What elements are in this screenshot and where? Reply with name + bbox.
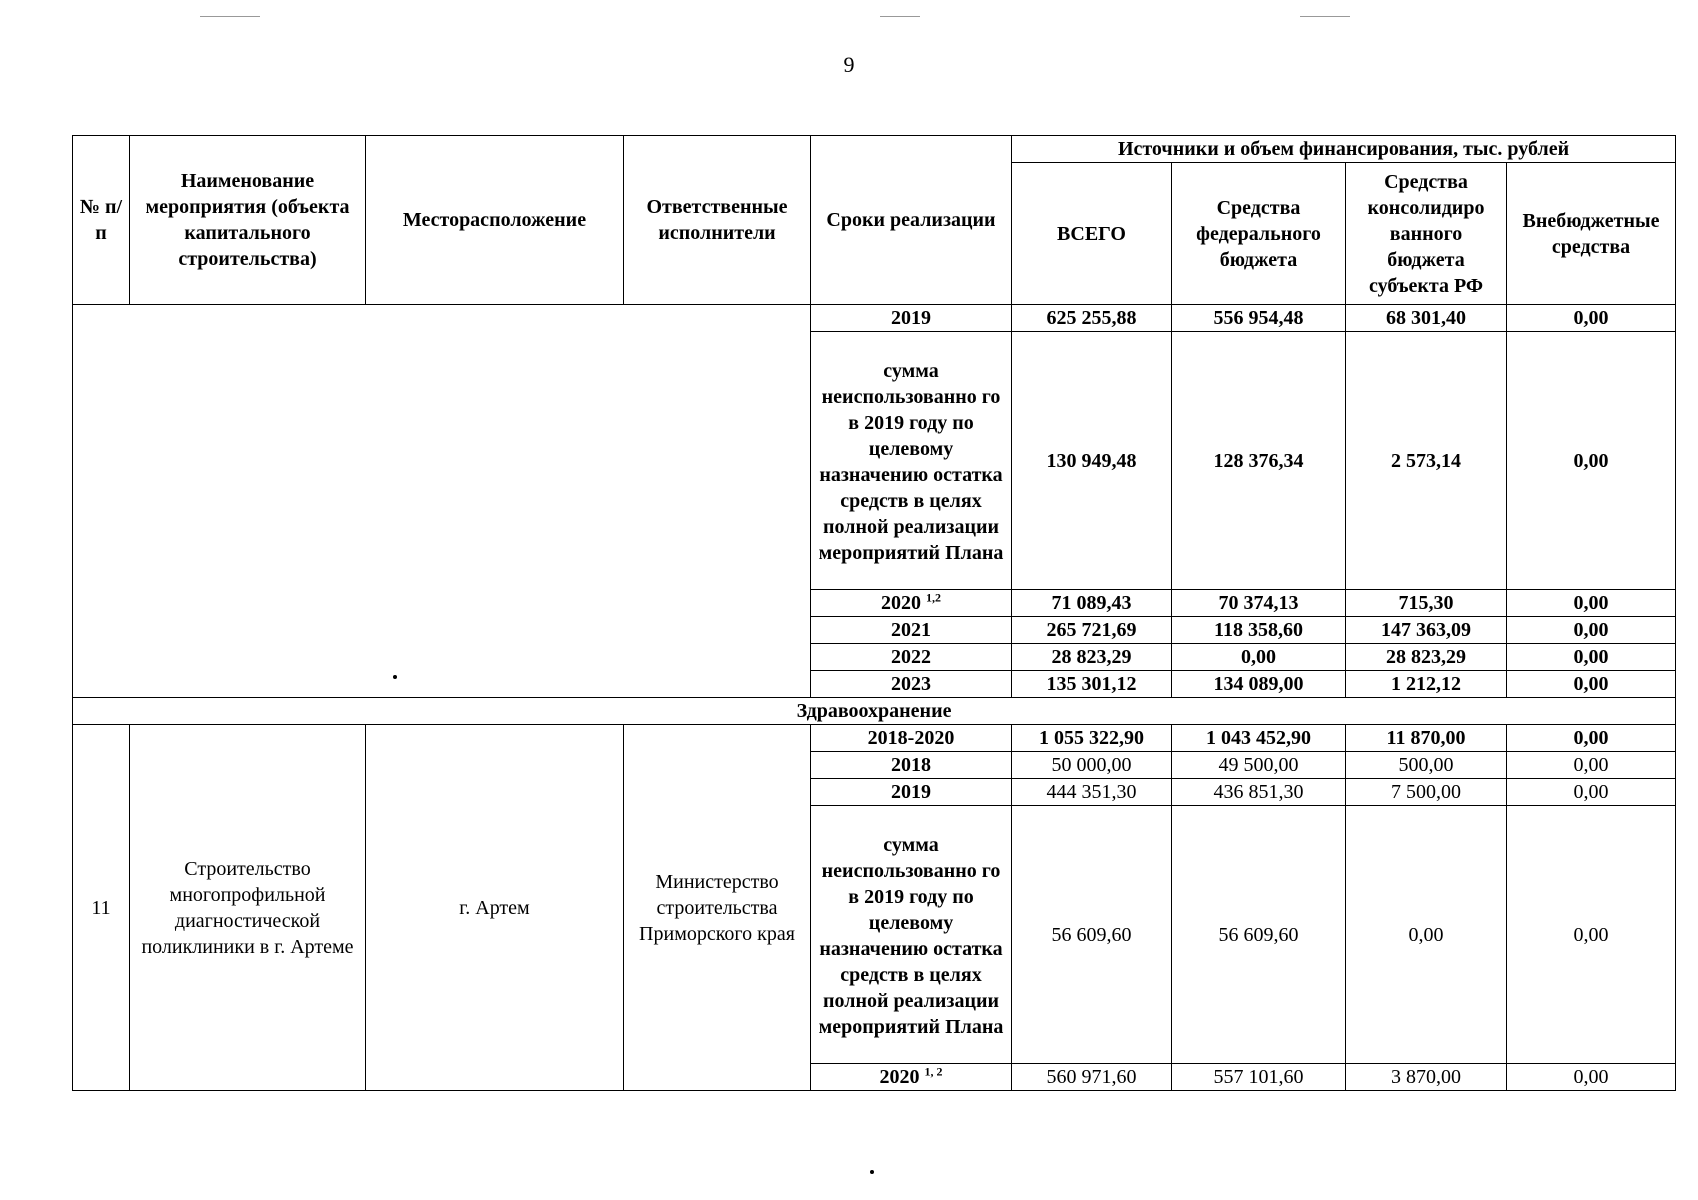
offbudget-cell: 0,00	[1507, 671, 1676, 698]
table-row	[73, 725, 1676, 752]
total-cell: 444 351,30	[1012, 779, 1172, 806]
header-name: Наименование мероприятия (объекта капитального строительства)	[130, 136, 366, 305]
offbudget-cell: 0,00	[1507, 644, 1676, 671]
total-cell: 265 721,69	[1012, 617, 1172, 644]
header-terms: Сроки реализации	[811, 136, 1012, 305]
consolidated-cell: 1 212,12	[1346, 671, 1507, 698]
item-responsible: Министерство строительства Приморского края	[624, 725, 811, 1091]
scan-edge-mark	[200, 16, 260, 17]
scan-edge-mark	[880, 16, 920, 17]
term-cell: 2021	[811, 617, 1012, 644]
section-row	[73, 698, 1676, 725]
header-consolidated: Средства консолидиро ванного бюджета субъекта РФ	[1346, 163, 1507, 305]
header-total: ВСЕГО	[1012, 163, 1172, 305]
page-number: 9	[843, 52, 855, 77]
header-responsible: Ответственные исполнители	[624, 136, 811, 305]
item-location: г. Артем	[366, 725, 624, 1091]
offbudget-cell: 0,00	[1507, 617, 1676, 644]
offbudget-cell: 0,00	[1507, 590, 1676, 617]
header-location: Месторасположение	[366, 136, 624, 305]
scan-speck	[870, 1170, 874, 1174]
total-cell: 625 255,88	[1012, 305, 1172, 332]
federal-cell: 436 851,30	[1172, 779, 1346, 806]
header-sources: Источники и объем финансирования, тыс. рублей	[1012, 136, 1676, 163]
header-num: № п/п	[73, 136, 130, 305]
term-cell: 2018	[811, 752, 1012, 779]
offbudget-cell: 0,00	[1507, 1064, 1676, 1091]
federal-cell: 556 954,48	[1172, 305, 1346, 332]
total-cell: 56 609,60	[1012, 806, 1172, 1064]
federal-cell: 118 358,60	[1172, 617, 1346, 644]
consolidated-cell: 2 573,14	[1346, 332, 1507, 590]
footnote-mark: 1, 2	[924, 1064, 943, 1079]
federal-cell: 128 376,34	[1172, 332, 1346, 590]
total-cell: 130 949,48	[1012, 332, 1172, 590]
total-cell: 135 301,12	[1012, 671, 1172, 698]
federal-cell: 134 089,00	[1172, 671, 1346, 698]
header-offbudget: Внебюджетные средства	[1507, 163, 1676, 305]
header-federal: Средства федерального бюджета	[1172, 163, 1346, 305]
consolidated-cell: 0,00	[1346, 806, 1507, 1064]
total-cell: 560 971,60	[1012, 1064, 1172, 1091]
scan-edge-mark	[1300, 16, 1350, 17]
federal-cell: 0,00	[1172, 644, 1346, 671]
total-cell: 1 055 322,90	[1012, 725, 1172, 752]
offbudget-cell: 0,00	[1507, 752, 1676, 779]
federal-cell: 557 101,60	[1172, 1064, 1346, 1091]
offbudget-cell: 0,00	[1507, 332, 1676, 590]
consolidated-cell: 28 823,29	[1346, 644, 1507, 671]
term-note-cell: сумма неиспользованно го в 2019 году по целевому назначению остатка средств в целях полной реализации мероприятий Плана	[811, 332, 1012, 590]
offbudget-cell: 0,00	[1507, 779, 1676, 806]
federal-cell: 56 609,60	[1172, 806, 1346, 1064]
scan-speck	[393, 675, 397, 679]
term-cell: 2020 $^{1, 2}$	[811, 1064, 1012, 1091]
financing-table	[72, 135, 1676, 1091]
consolidated-cell: 11 870,00	[1346, 725, 1507, 752]
total-cell: 71 089,43	[1012, 590, 1172, 617]
offbudget-cell: 0,00	[1507, 806, 1676, 1064]
table-row	[73, 305, 1676, 332]
offbudget-cell: 0,00	[1507, 305, 1676, 332]
term-note-cell: сумма неиспользованно го в 2019 году по целевому назначению остатка средств в целях полной реализации мероприятий Плана	[811, 806, 1012, 1064]
consolidated-cell: 715,30	[1346, 590, 1507, 617]
consolidated-cell: 3 870,00	[1346, 1064, 1507, 1091]
consolidated-cell: 68 301,40	[1346, 305, 1507, 332]
offbudget-cell: 0,00	[1507, 725, 1676, 752]
section-title: Здравоохранение	[73, 698, 1676, 725]
consolidated-cell: 7 500,00	[1346, 779, 1507, 806]
federal-cell: 49 500,00	[1172, 752, 1346, 779]
term-cell: 2020 $^{1,2}$	[811, 590, 1012, 617]
federal-cell: 1 043 452,90	[1172, 725, 1346, 752]
term-cell: 2019	[811, 305, 1012, 332]
item-name: Строительство многопрофильной диагностической поликлиники в г. Артеме	[130, 725, 366, 1091]
term-cell: 2019	[811, 779, 1012, 806]
total-cell: 50 000,00	[1012, 752, 1172, 779]
item-number: 11	[73, 725, 130, 1091]
consolidated-cell: 500,00	[1346, 752, 1507, 779]
federal-cell: 70 374,13	[1172, 590, 1346, 617]
footnote-mark: 1,2	[926, 590, 941, 605]
term-cell: 2022	[811, 644, 1012, 671]
total-cell: 28 823,29	[1012, 644, 1172, 671]
consolidated-cell: 147 363,09	[1346, 617, 1507, 644]
term-cell: 2018-2020	[811, 725, 1012, 752]
term-cell: 2023	[811, 671, 1012, 698]
continuation-blank-cell	[73, 305, 811, 698]
